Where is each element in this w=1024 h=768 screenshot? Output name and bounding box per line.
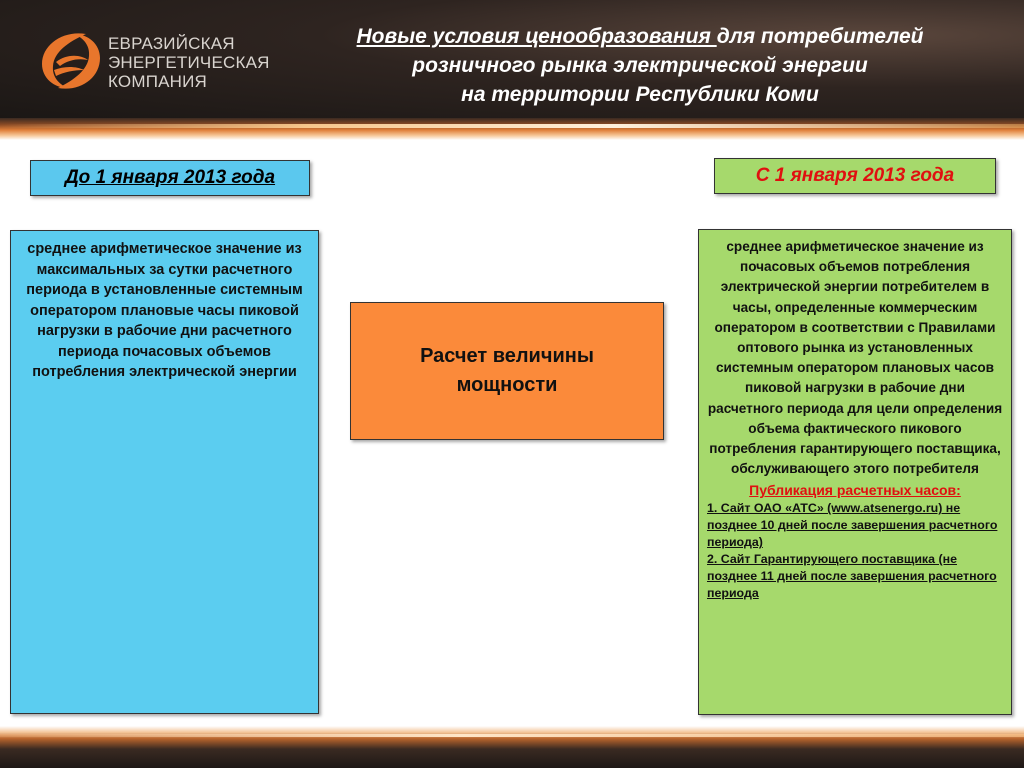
old-method-description: среднее арифметическое значение из максимальных за сутки расчетного периода в установленные системным оператором плановые часы пиковой нагрузки в рабочие дни расчетного периода почасовых объемов потребления электрической энергии <box>26 241 303 380</box>
logo-line-3: КОМПАНИЯ <box>108 72 208 91</box>
title-line-2: розничного рынка электрической энергии <box>412 54 868 77</box>
after-2013-text: С 1 января 2013 года <box>755 165 955 186</box>
publication-heading: Публикация расчетных часов: <box>749 482 961 499</box>
logo-wordmark <box>108 34 270 91</box>
logo-line-2: ЭНЕРГЕТИЧЕСКАЯ <box>108 53 270 72</box>
publication-item-ats: 1. Сайт ОАО «АТС» (www.atsenergo.ru) не позднее 10 дней после завершения расчетного периода) <box>707 501 998 550</box>
footer-band <box>0 726 1024 768</box>
new-method-panel <box>698 229 1012 715</box>
company-logo <box>36 26 276 96</box>
page-title <box>270 22 1010 109</box>
title-underlined-part: Новые условия ценообразования <box>356 25 717 48</box>
capacity-calculation-label: Расчет величины мощности <box>420 345 594 396</box>
header-glow-stripe <box>0 118 1024 140</box>
title-line-1 <box>270 22 1010 51</box>
old-method-panel <box>10 230 319 714</box>
logo-swirl-icon <box>36 26 106 96</box>
publication-item-supplier: 2. Сайт Гарантирующего поставщика (не позднее 11 дней после завершения расчетного периода <box>707 552 997 601</box>
title-line-1-rest: для потребителей <box>716 25 924 48</box>
before-2013-label <box>30 160 310 196</box>
title-line-3: на территории Республики Коми <box>461 83 819 106</box>
after-2013-label <box>714 158 996 194</box>
new-method-description: среднее арифметическое значение из почасовых объемов потребления электрической энергии потребителем в часы, определенные коммерческим оператором в соответствии с Правилами оптового рынка из установленных системным оператором плановых часов пиковой нагрузки в рабочие дни расчетного периода для цели определения объема фактического пикового потребления гарантирующего поставщика, обслуживающего этого потребителя <box>707 239 1003 477</box>
logo-line-1: ЕВРАЗИЙСКАЯ <box>108 34 235 53</box>
capacity-calculation-box <box>350 302 664 440</box>
before-2013-text: До 1 января 2013 года <box>64 167 276 188</box>
